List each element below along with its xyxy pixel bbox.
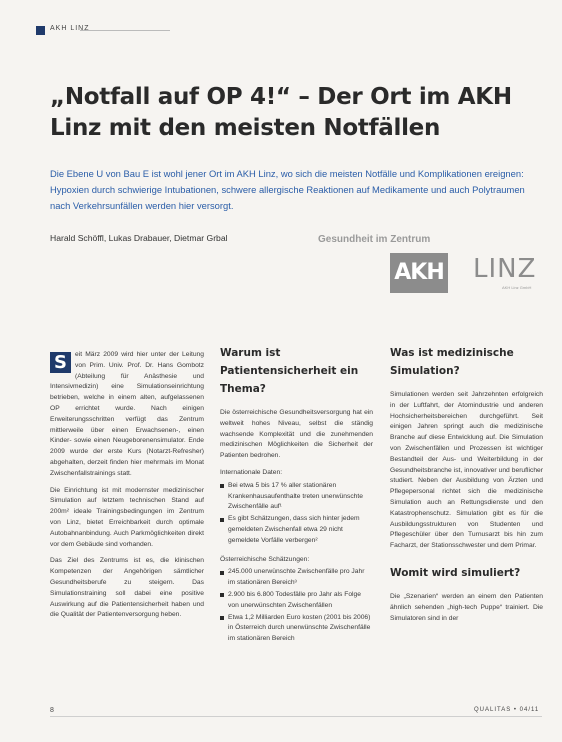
list-item: 245.000 unerwünschte Zwischenfälle pro Jahr im stationären Bereich³ — [220, 567, 373, 589]
col1-paragraph-3: Das Ziel des Zentrums ist es, die klinischen Kompetenzen der Angehörigen sämtlicher Gesundheitsberufe zu steigern. Das Simulationstraining soll dabei eine positive Auswirkung auf die Patientensicherheit haben und die Qualität der Patientenversorgung heben. — [50, 557, 204, 619]
austria-data-label: Österreichische Schätzungen: — [220, 555, 310, 563]
list-item: Etwa 1,2 Milliarden Euro kosten (2001 bis 2006) in Österreich durch unerwünschte Zwischenfälle im stationären Bereich — [220, 613, 373, 645]
list-item: Bei etwa 5 bis 17 % aller stationären Krankenhausaufenthalte treten unerwünschte Zwischenfälle auf¹ — [220, 481, 373, 513]
column-3 — [390, 344, 543, 630]
col1-paragraph-2: Die Einrichtung ist mit modernster medizinischer Simulation auf letztem technischen Stand auf 200m² ideale Trainingsbedingungen im Zentrum von Linz, bietet Erreichbarkeit durch optimale Autobahnanbindung. Auch Parkmöglichkeiten direkt vor dem Gebäude sind vorhanden. — [50, 486, 204, 548]
heading-simulated-with: Womit wird simuliert? — [390, 566, 521, 579]
series-label: Gesundheit im Zentrum — [318, 234, 431, 245]
section-marker — [36, 26, 45, 35]
intl-data-list — [220, 481, 373, 547]
header-rule — [80, 30, 170, 31]
heading-patient-safety: Warum ist Patientensicherheit ein Thema? — [220, 347, 359, 395]
linz-logo: LINZ — [473, 254, 537, 284]
dropcap: S — [50, 352, 71, 373]
col2-paragraph-1: Die österreichische Gesundheitsversorgung hat ein weltweit hohes Niveau, selbst die ständig wachsende Komplexität und die zunehmenden medizinischen Möglichkeiten die Sicherheit der Patienten bedrohen. — [220, 409, 373, 460]
intl-data-label: Internationale Daten: — [220, 468, 283, 476]
page-number: 8 — [50, 707, 54, 714]
article-title: „Notfall auf OP 4!“ – Der Ort im AKH Linz mit den meisten Notfällen — [50, 84, 512, 141]
list-item: 2.900 bis 6.800 Todesfälle pro Jahr als Folge von unerwünschten Zwischenfällen — [220, 590, 373, 612]
column-1 — [50, 350, 204, 627]
article-authors: Harald Schöffl, Lukas Drabauer, Dietmar Grbal — [50, 233, 228, 243]
section-label: AKH LINZ — [50, 25, 90, 32]
heading-medical-simulation: Was ist medizinische Simulation? — [390, 347, 514, 377]
list-item: Es gibt Schätzungen, dass sich hinter jedem gemeldeten Zwischenfall etwa 29 nicht gemeldete Vorfälle verbergen² — [220, 514, 373, 546]
linz-logo-subtitle: AKH Linz GmbH — [502, 285, 532, 290]
col3-paragraph-1: Simulationen werden seit Jahrzehnten erfolgreich in der Luftfahrt, der Atomindustrie und anderen Hochsicherheitsbereichen durchgeführt. Seit einigen Jahren springt auch die medizinische Branche auf diese Entwicklung auf. Die Simulation von Zwischenfällen und Prozessen ist wichtiger Bestandteil der Aus- und Weiterbildung in der Gesundheitsbranche ist, innovativer und beruflicher studiert. Neben der Ausbildung von Ärzten und Pflegepersonal richtet sich die medizinische Simulation auch an Rettungsdienste und den Katastrophenschutz. Simulation gibt es für die Ausbildungsstrukturen von Studenten und Pflegeschüler über den Turnusarzt bis hin zum Facharzt, der Stationsschwester und dem Primar. — [390, 391, 543, 550]
article-intro: Die Ebene U von Bau E ist wohl jener Ort im AKH Linz, wo sich die meisten Notfälle und Komplikationen ereignen: Hypoxien durch schwierige Intubationen, schwere allergische Reaktionen auf Medikamente und auch Polytraumen nach Verkehrsunfällen werden hier versorgt. — [50, 168, 525, 211]
col1-paragraph-1: S eit März 2009 wird hier unter der Leitung von Prim. Univ. Prof. Dr. Hans Gombotz (Abteilung für Anästhesie und Intensivmedizin) eine Simulationseinrichtung betrieben, welche in einem alten, aufgelassenen OP errichtet wurde. Nach einigen Erweiterungsschritten verfügt das Zentrum mittlerweile über einen Erwachsenen-, einen Kinder- sowie einen Neugeborenensimulator. Ende 2009 wurde der erste Kurs (Notarzt-Refresher) abgehalten, derzeit finden hier mehrmals im Monat Zwischenfallstrainings statt. — [50, 351, 204, 477]
col3-paragraph-2: Die „Szenarien“ werden an einem den Patienten ähnlich sehenden „high-tech Puppe“ trainiert. Die Simulatoren sind in der — [390, 592, 543, 622]
column-2 — [220, 344, 373, 653]
akh-logo: AKH — [390, 253, 448, 293]
footer-rule — [50, 716, 542, 717]
footer-brand: QUALITAS • 04/11 — [474, 707, 540, 713]
austria-data-list — [220, 567, 373, 645]
